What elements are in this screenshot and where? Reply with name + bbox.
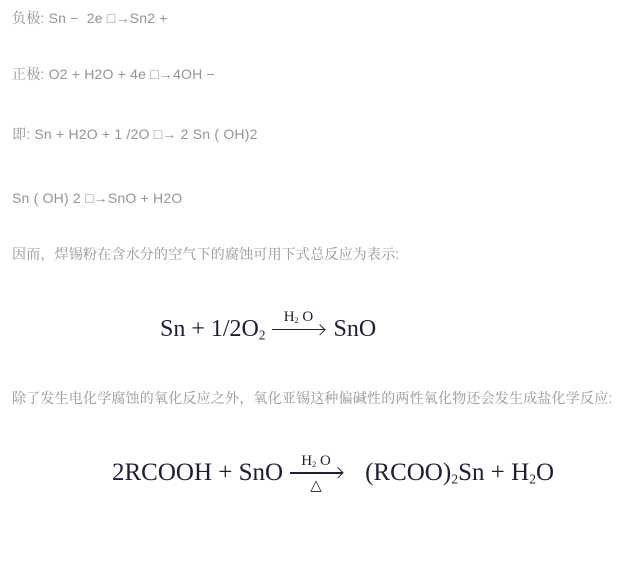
overall-reaction-line: 即: Sn + H2O + 1 /2O □→ 2 Sn ( OH)2 xyxy=(12,126,258,142)
eq2-rhs-mid: Sn + H xyxy=(458,459,530,486)
eq2-rhs-subscript: 2 xyxy=(451,471,459,487)
salt-reaction-intro-line: 除了发生电化学腐蚀的氧化反应之外，氧化亚锡这种偏碱性的两性氧化物还会发生成盐化学反应: xyxy=(12,390,613,406)
eq1-lhs-subscript: 2 xyxy=(258,327,266,343)
heat-triangle-symbol: △ xyxy=(310,478,322,495)
eq1-cond-subscript: 2 xyxy=(294,316,299,326)
eq2-condition-above xyxy=(301,454,331,469)
salt-formation-equation xyxy=(112,452,555,495)
reaction-arrow-heated xyxy=(290,452,342,495)
eq2-cond-subscript: 2 xyxy=(312,459,317,469)
eq2-rhs-end: O xyxy=(536,459,555,486)
eq1-lhs xyxy=(160,316,265,343)
eq1-condition-above xyxy=(284,310,314,325)
eq1-lhs-main: Sn + 1/2O xyxy=(160,316,259,342)
decomposition-reaction-line: Sn ( OH) 2 □→SnO + H2O xyxy=(12,190,183,206)
cathode-reaction-line: 正极: O2 + H2O + 4e □→4OH − xyxy=(12,66,215,82)
eq2-rhs-paren: (RCOO) xyxy=(365,459,452,486)
eq2-lhs: 2RCOOH + SnO xyxy=(112,459,284,486)
eq1-rhs: SnO xyxy=(333,316,377,342)
eq1-cond-o: O xyxy=(298,309,314,326)
eq2-rhs xyxy=(365,459,554,487)
reaction-arrow xyxy=(272,309,324,331)
oxidation-equation xyxy=(160,309,377,343)
eq2-cond-h: H xyxy=(301,452,313,469)
anode-reaction-line: 负极: Sn − 2e □→Sn2 + xyxy=(12,10,168,26)
eq2-cond-o: O xyxy=(316,452,331,469)
summary-intro-line: 因而，焊锡粉在含水分的空气下的腐蚀可用下式总反应为表示: xyxy=(12,246,400,262)
eq1-cond-h: H xyxy=(283,309,295,326)
eq2-rhs-subscript2: 2 xyxy=(529,471,536,487)
